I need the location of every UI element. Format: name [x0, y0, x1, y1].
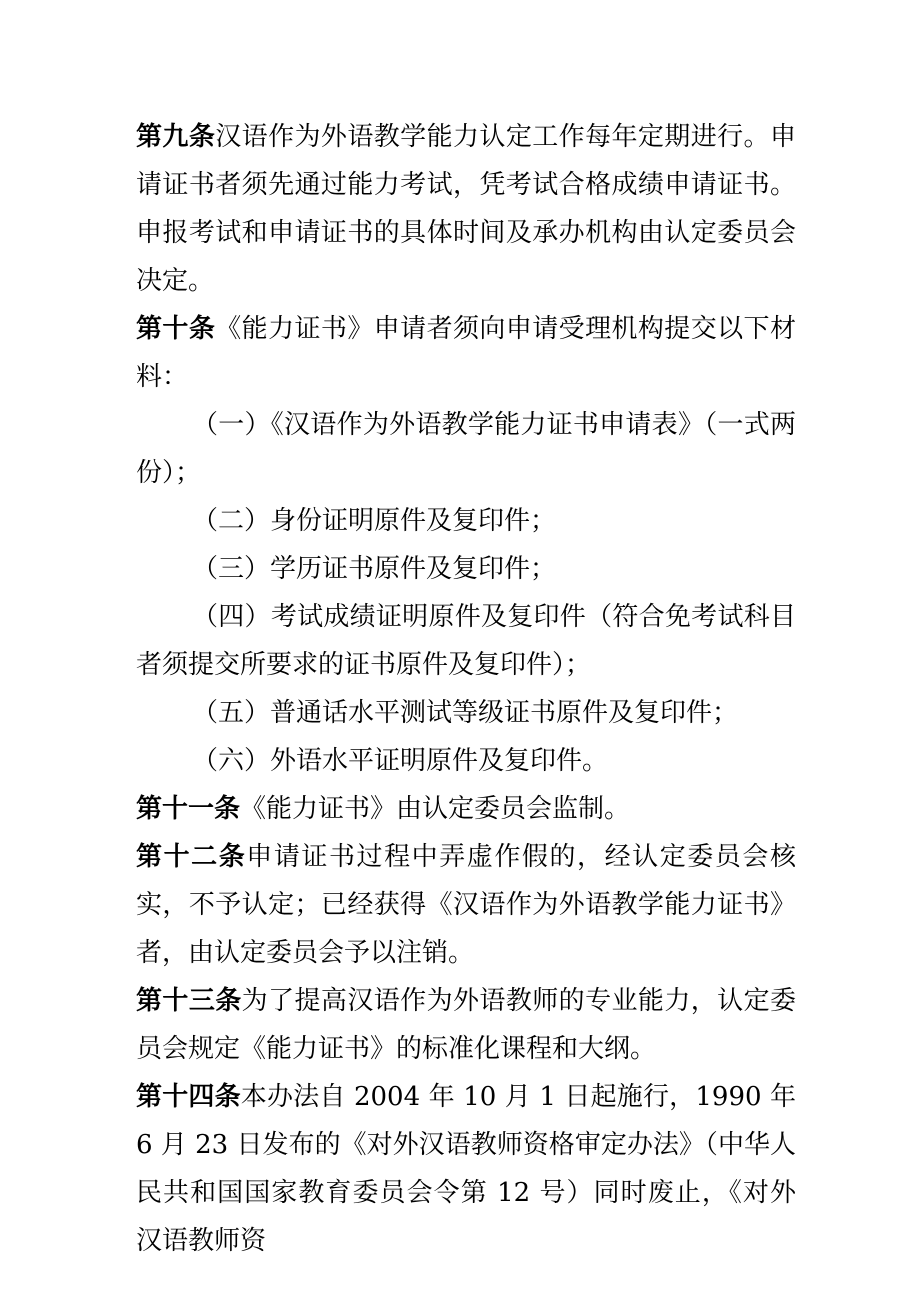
article-13 — [136, 977, 796, 1073]
article-heading: 第十条 — [136, 314, 216, 344]
article-body: 《能力证书》由认定委员会监制。 — [240, 794, 631, 824]
article-14 — [136, 1073, 796, 1265]
article-9 — [136, 113, 796, 305]
article-body: 汉语作为外语教学能力认定工作每年定期进行。申请证书者须先通过能力考试，凭考试合格成绩申请证书。申报考试和申请证书的具体时间及承办机构由认定委员会决定。 — [136, 122, 796, 296]
list-item: （一）《汉语作为外语教学能力证书申请表》（一式两份）； — [136, 410, 796, 488]
article-body: 申请证书过程中弄虚作假的，经认定委员会核实，不予认定；已经获得《汉语作为外语教学能力证书》者，由认定委员会予以注销。 — [136, 842, 796, 968]
article-heading: 第九条 — [136, 122, 216, 152]
article-heading: 第十二条 — [136, 842, 247, 872]
article-body: 本办法自 2004 年 10 月 1 日起施行，1990 年 6 月 23 日发布的《对外汉语教师资格审定办法》（中华人民共和国国家教育委员会令第 12 号）同时废止，《对外汉语教师资 — [136, 1082, 796, 1256]
article-12 — [136, 833, 796, 977]
article-body: 为了提高汉语作为外语教师的专业能力，认定委员会规定《能力证书》的标准化课程和大纲。 — [136, 986, 796, 1064]
list-item: （三）学历证书原件及复印件； — [192, 554, 557, 584]
list-item: （二）身份证明原件及复印件； — [192, 506, 557, 536]
list-item: （六）外语水平证明原件及复印件。 — [192, 746, 609, 776]
list-item: （四）考试成绩证明原件及复印件（符合免考试科目者须提交所要求的证书原件及复印件）； — [136, 602, 796, 680]
article-heading: 第十四条 — [136, 1082, 241, 1112]
document-page — [136, 113, 796, 1265]
article-10 — [136, 305, 796, 401]
article-heading: 第十三条 — [136, 986, 242, 1016]
list-item: （五）普通话水平测试等级证书原件及复印件； — [192, 698, 739, 728]
article-body: 《能力证书》申请者须向申请受理机构提交以下材料： — [136, 314, 796, 392]
article-heading: 第十一条 — [136, 794, 241, 824]
article-11 — [136, 785, 796, 833]
